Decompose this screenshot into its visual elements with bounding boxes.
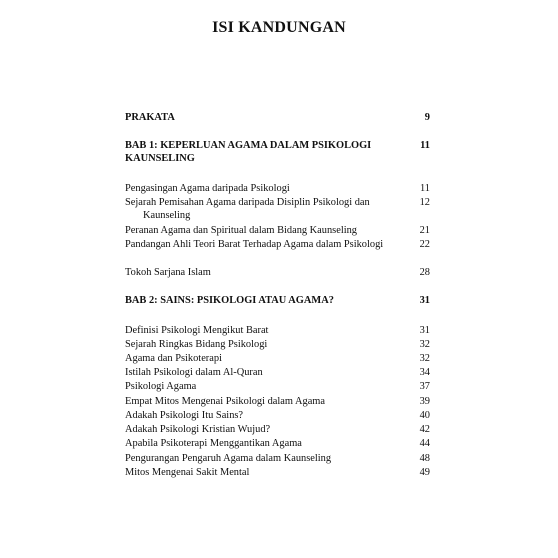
- toc-page-number: 37: [419, 381, 430, 392]
- toc-entry-text: PRAKATA: [125, 112, 175, 123]
- toc-page-number: 31: [419, 295, 430, 306]
- toc-entry-text: Pengasingan Agama daripada Psikologi: [125, 183, 290, 194]
- toc-entry-text: Agama dan Psikoterapi: [125, 353, 222, 364]
- toc-page-number: 11: [420, 140, 430, 151]
- toc-page-number: 40: [419, 410, 430, 421]
- toc-page-number: 32: [419, 339, 430, 350]
- toc-entry-text: Definisi Psikologi Mengikut Barat: [125, 325, 269, 336]
- toc-page-number: 22: [419, 239, 430, 250]
- toc-page-number: 32: [419, 353, 430, 364]
- toc-entry-text: Empat Mitos Mengenai Psikologi dalam Agama: [125, 396, 325, 407]
- toc-page-number: 12: [419, 197, 430, 208]
- toc-entry-text: Adakah Psikologi Kristian Wujud?: [125, 424, 271, 435]
- toc-entry-text: Adakah Psikologi Itu Sains?: [125, 410, 244, 421]
- toc-page-number: 28: [419, 267, 430, 278]
- toc-entry-text: Tokoh Sarjana Islam: [125, 267, 211, 278]
- toc-page-number: 48: [419, 453, 430, 464]
- toc-page-number: 31: [419, 325, 430, 336]
- toc-entry-text: Sejarah Ringkas Bidang Psikologi: [125, 339, 268, 350]
- page-title: ISI KANDUNGAN: [212, 19, 346, 36]
- toc-page-number: 39: [419, 396, 430, 407]
- toc-page-number: 11: [419, 183, 430, 194]
- toc-entry-text: Mitos Mengenai Sakit Mental: [125, 467, 250, 478]
- toc-entry-text: Psikologi Agama: [125, 381, 197, 392]
- toc-entry-text: Pandangan Ahli Teori Barat Terhadap Agama dalam Psikologi: [125, 239, 384, 250]
- toc-entry-text: BAB 1: KEPERLUAN AGAMA DALAM PSIKOLOGI KAUNSELING: [125, 140, 372, 164]
- toc-page-number: 34: [419, 367, 430, 378]
- toc-entry-text: Istilah Psikologi dalam Al-Quran: [125, 367, 263, 378]
- toc-entry-text: Apabila Psikoterapi Menggantikan Agama: [125, 438, 302, 449]
- toc-page-number: 9: [424, 112, 430, 123]
- toc-page-number: 21: [419, 225, 430, 236]
- toc-entry-text: Peranan Agama dan Spiritual dalam Bidang Kaunseling: [125, 225, 358, 236]
- toc-page-number: 42: [419, 424, 430, 435]
- toc-entry-text: Pengurangan Pengaruh Agama dalam Kaunseling: [125, 453, 332, 464]
- toc-entry-text: BAB 2: SAINS: PSIKOLOGI ATAU AGAMA?: [125, 295, 334, 306]
- toc-entry-text: Sejarah Pemisahan Agama daripada Disiplin Psikologi dan Kaunseling: [125, 197, 370, 221]
- toc-page-number: 49: [419, 467, 430, 478]
- toc-page-number: 44: [419, 438, 430, 449]
